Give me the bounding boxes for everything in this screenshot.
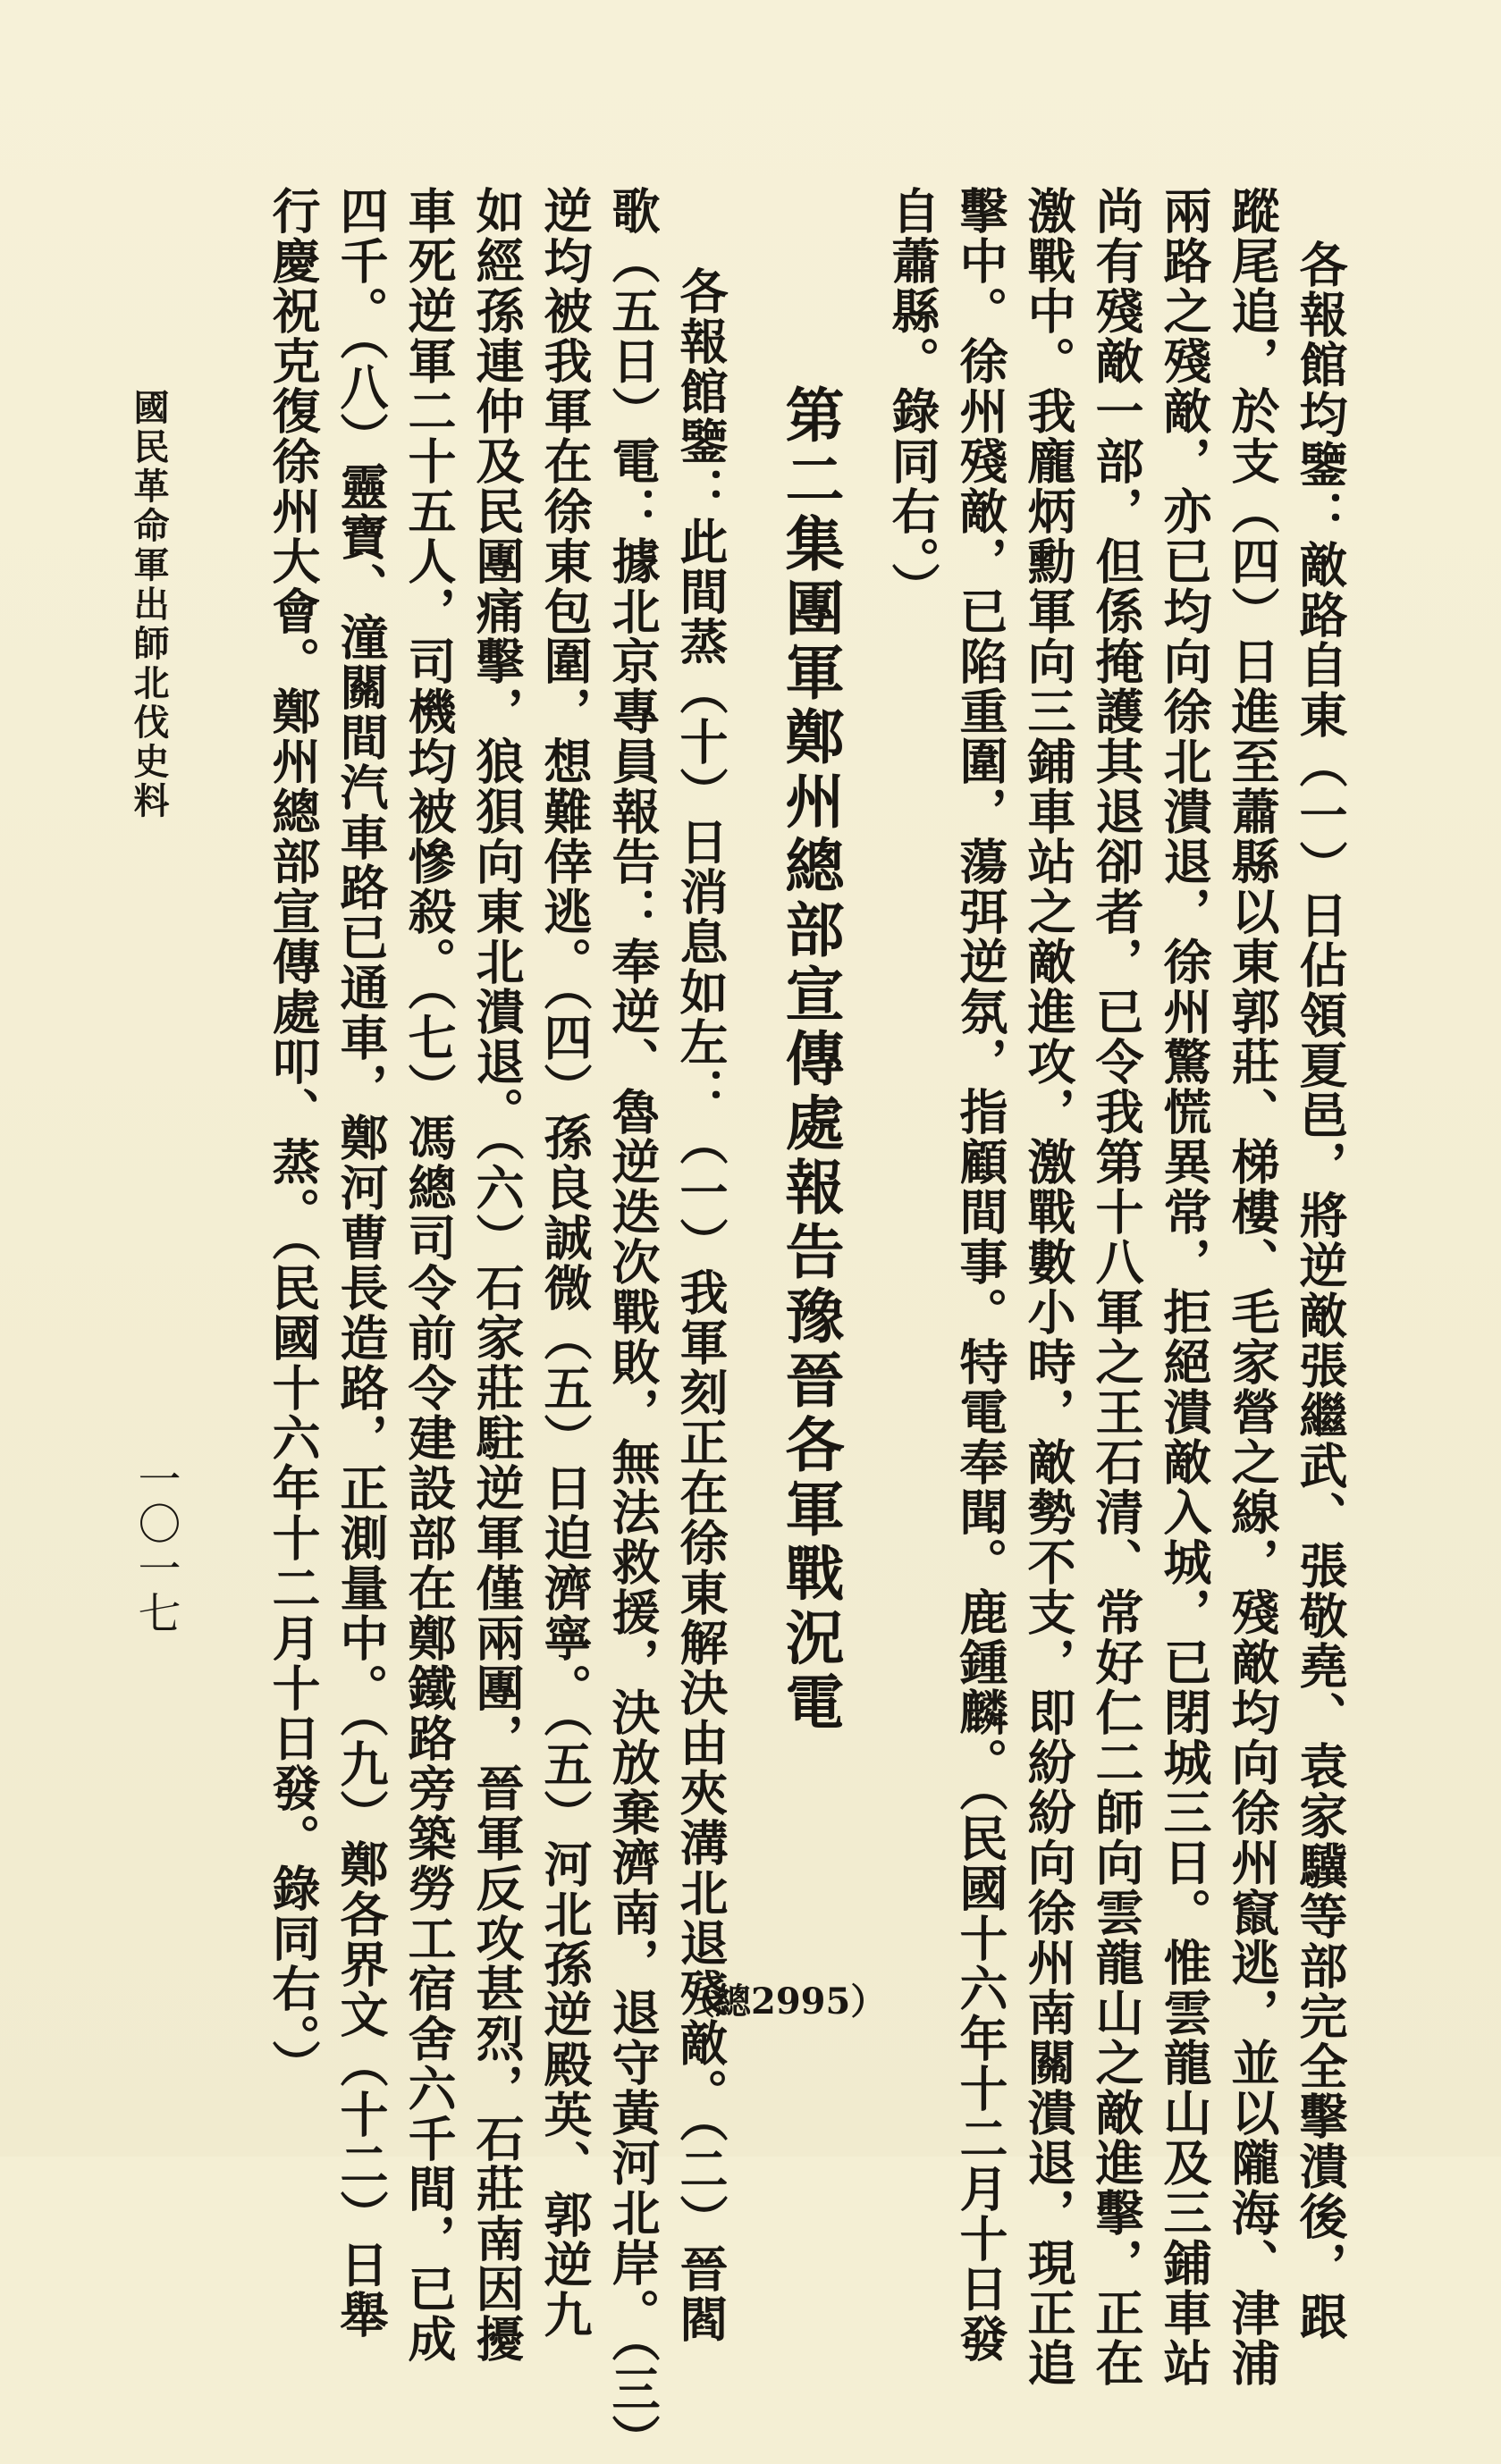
body-column-4: 如經孫連仲及民團痛擊，狼狽向東北潰退。（六）石家莊駐逆軍僅兩團，晉軍反攻甚烈，石莊南因擾 [468,186,526,2364]
body-column-7: 行慶祝克復徐州大會。鄭州總部宣傳處叩、蒸。（民國十六年十二月十日發。錄同右。） [265,186,322,2090]
text-column-6: 擊中。徐州殘敵，已陷重圍，蕩弭逆氛，指顧間事。特電奉聞。鹿鍾麟。（民國十六年十二月十日發 [952,186,1009,2364]
text-column-5: 激戰中。我龐炳勳軍向三鋪車站之敵進攻，激戰數小時，敵勢不支，即紛紛向徐州南關潰退，現正追 [1020,186,1077,2388]
text-column-7: 自蕭縣。錄同右。） [884,186,941,612]
body-column-2: 歌（五日）電：據北京專員報告：奉逆、魯逆迭次戰敗，無法救援，決放棄濟南，退守黃河北岸。（三） [604,186,662,2464]
body-column-3: 逆均被我軍在徐東包圍，想難倖逃。（四）孫良誠微（五）日迫濟寧。（五）河北孫逆殿英、郭逆九 [536,186,594,2340]
body-column-5: 車死逆軍二十五人，司機均被慘殺。（七）馮總司令前令建設部在鄭鐵路旁築勞工宿舍六千間，已成 [401,186,458,2364]
body-column-6: 四千。（八）靈寶、潼關間汽車路已通車，鄭河曹長造路，正測量中。（九）鄭各界文（十二）日舉 [333,186,390,2340]
page-number: 一〇一七 [131,1457,181,1636]
total-page-number: （總2995） [679,1980,887,2022]
section-title: 第二集團軍鄭州總部宣傳處報告豫晉各軍戰況電 [775,384,845,1736]
body-column-1: 各報館鑒：此間蒸（十）日消息如左：（一）我軍刻正在徐東解決由夾溝北退殘敵。（二）晉閻 [672,266,729,2344]
text-column-1: 各報館均鑒：敵路自東（一）日佔領夏邑，將逆敵張繼武、張敬堯、袁家驥等部完全擊潰後，跟 [1292,240,1349,2342]
text-column-2: 蹤尾追，於支（四）日進至蕭縣以東郭莊、梯樓、毛家營之線，殘敵均向徐州竄逃，並以隴海、津浦 [1224,186,1281,2388]
text-column-4: 尚有殘敵一部，但係掩護其退卻者，已令我第十八軍之王石清、常好仁二師向雲龍山之敵進擊，正在 [1088,186,1145,2388]
text-column-3: 兩路之殘敵，亦已均向徐北潰退，徐州驚慌異常，拒絕潰敵入城，已閉城三日。惟雲龍山及三鋪車站 [1156,186,1213,2388]
book-title-footer: 國民革命軍出師北伐史料 [128,389,170,821]
